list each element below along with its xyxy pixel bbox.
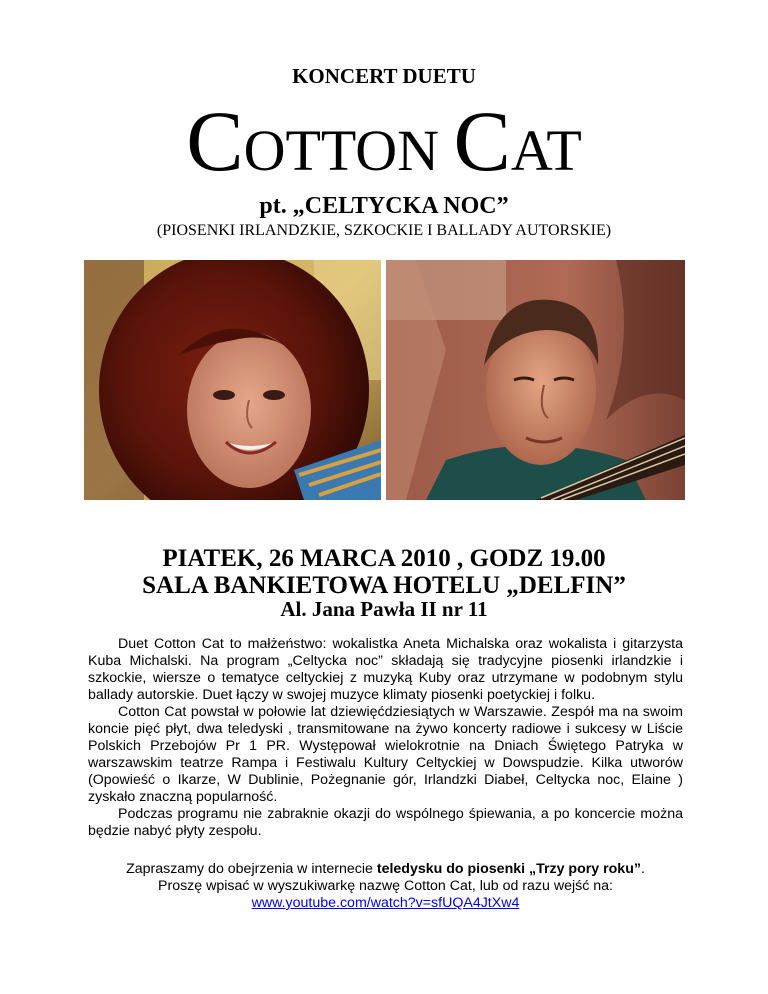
photo-woman-singer (84, 260, 381, 500)
band-first-rest: OTTON (243, 118, 440, 183)
program-subtitle: pt. „CELTYCKA NOC” (259, 193, 509, 219)
band-second-initial: C (453, 93, 511, 189)
band-first-initial: C (186, 93, 244, 189)
band-name (0, 93, 768, 190)
description-paragraph: Podczas programu nie zabraknie okazji do wspólnego śpiewania, a po koncercie można będzie nabyć płyty zespołu. (88, 806, 683, 839)
program-genre: (PIOSENKI IRLANDZKIE, SZKOCKIE I BALLADY AUTORSKIE) (156, 222, 612, 239)
concert-kicker: KONCERT DUETU (292, 64, 476, 88)
photo-man-guitarist (386, 260, 685, 500)
description-paragraph: Cotton Cat powstał w połowie lat dziewięćdziesiątych w Warszawie. Zespół ma na swoim koncie pięć płyt, dwa teledyski , transmitowane na żywo koncerty radiowe i sukcesy w Liście Polskich Przebojów Pr 1 PR. Występował wielokrotnie na Dniach Świętego Patryka w warszawskim teatrze Rampa i Festiwalu Kultury Celtyckiej w Dowspudzie. Kilka utworów (Opowieść o Ikarze, W Dublinie, Pożegnanie gór, Irlandzki Diabeł, Celtycka noc, Elaine ) zyskało znaczną popularność. (88, 704, 683, 805)
youtube-link[interactable]: www.youtube.com/watch?v=sfUQA4JtXw4 (251, 895, 520, 911)
invitation (88, 861, 683, 912)
description-paragraph: Duet Cotton Cat to małżeństwo: wokalistka Aneta Michalska oraz wokalista i gitarzysta Kuba Michalski. Na program „Celtycka noc” składają się tradycyjne piosenki irlandzkie i szkockie, wiersze o tematyce celtyckiej z muzyką Kuby oraz utrzymane w podobnym stylu ballady autorskie. Duet łączy w swojej muzyce klimaty piosenki poetyckiej i folku. (88, 636, 683, 703)
invitation-prefix: Zapraszamy do obejrzenia w internecie (126, 861, 377, 877)
video-title: teledysku do piosenki „Trzy pory roku” (376, 861, 641, 877)
event-address: Al. Jana Pawła II nr 11 (280, 597, 488, 621)
event-venue: SALA BANKIETOWA HOTELU „DELFIN” (142, 572, 626, 599)
invitation-suffix: . (640, 861, 645, 877)
description (88, 636, 683, 840)
band-second-rest: AT (510, 118, 582, 183)
invitation-line-1 (88, 861, 683, 878)
event-date: PIATEK, 26 MARCA 2010 , GODZ 19.00 (162, 545, 606, 572)
invitation-line-2: Proszę wpisać w wyszukiwarkę nazwę Cotton Cat, lub od razu wejść na: (158, 878, 613, 894)
